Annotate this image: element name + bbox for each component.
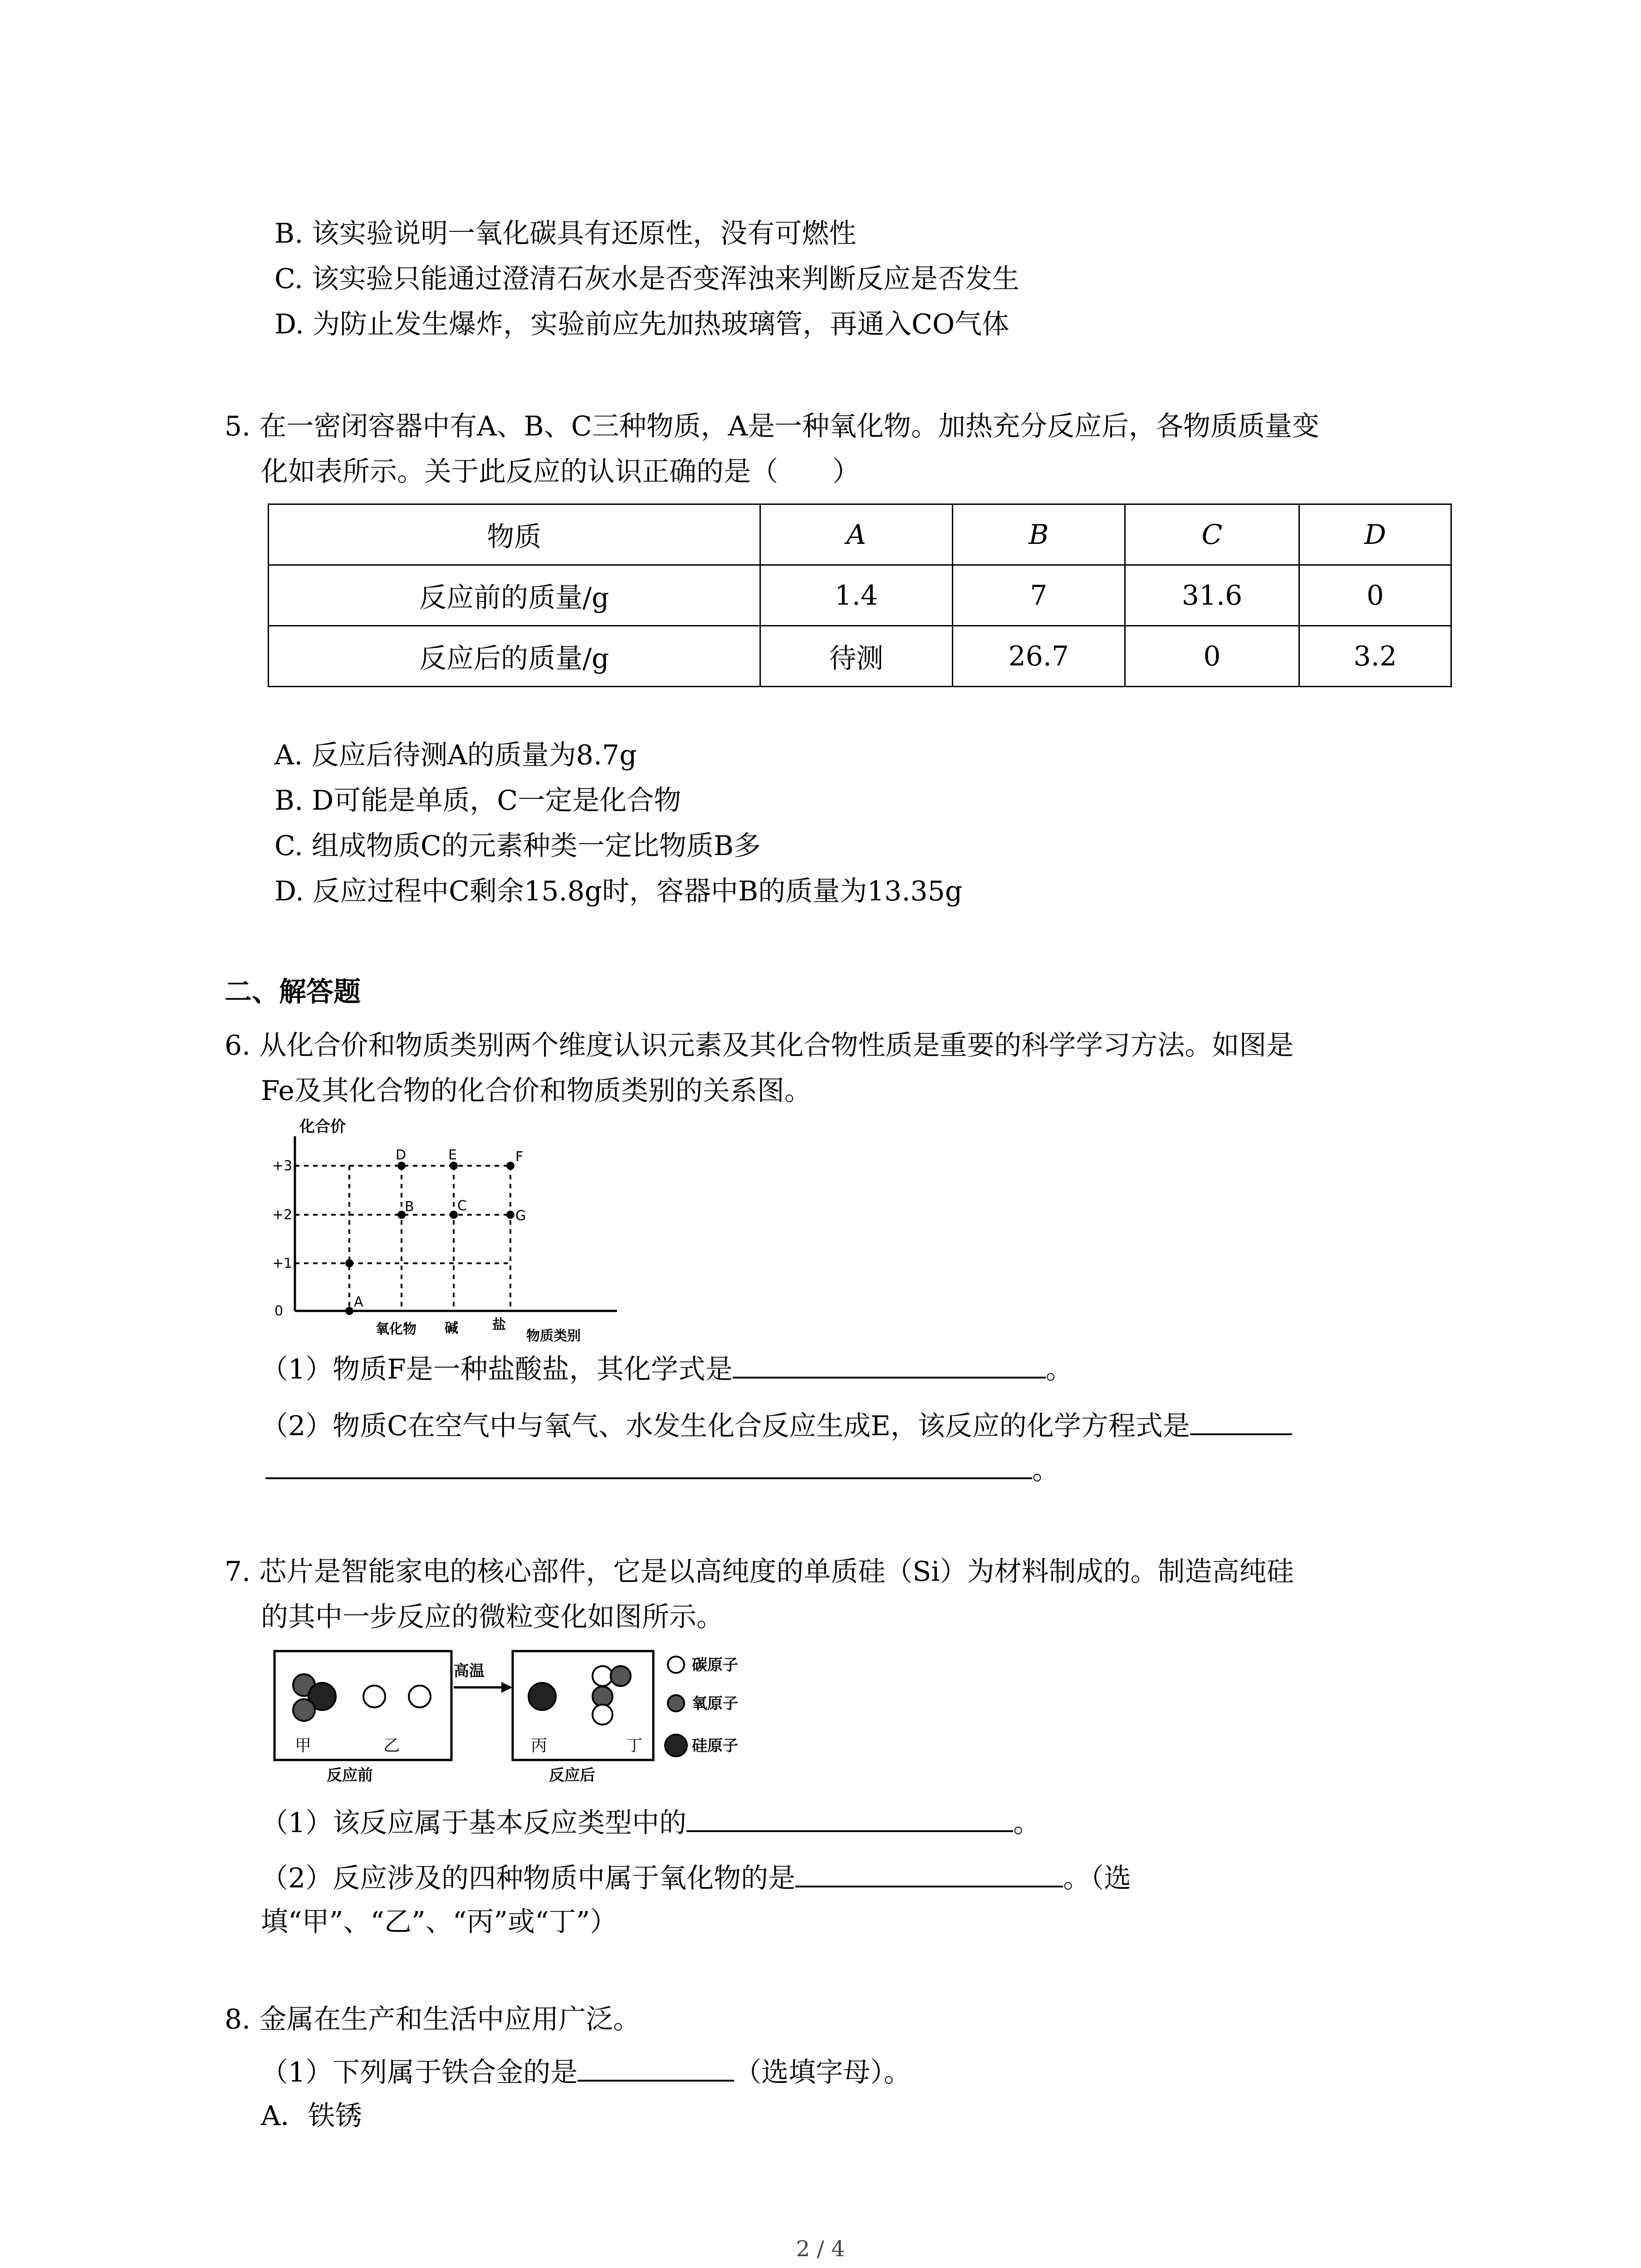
legend-label: 碳原子 [692, 1656, 738, 1674]
q8-sub1-end: （选填字母）。 [734, 2057, 911, 2088]
table-header-cell: D [1299, 504, 1451, 565]
x-tick-label: 盐 [492, 1317, 506, 1333]
q6-sub2-end: 。 [1032, 1454, 1059, 1486]
oxygen-atom [293, 1699, 315, 1721]
q6-sub1 [261, 1349, 1073, 1388]
y-axis-label: 化合价 [299, 1118, 346, 1136]
q7-sub2-cont: 填“甲”、“乙”、“丙”或“丁”） [261, 1906, 617, 1938]
table-header-cell: 物质 [269, 504, 760, 565]
carbon-atom [593, 1666, 612, 1686]
section-heading: 二、解答题 [225, 976, 361, 1008]
table-cell: 26.7 [953, 626, 1125, 687]
y-tick-label: +2 [272, 1207, 293, 1223]
point-a [345, 1307, 353, 1315]
q6-sub1-end: 。 [1045, 1354, 1073, 1385]
q7-sub2-text: （2）反应涉及的四种物质中属于氧化物的是 [261, 1862, 796, 1894]
y-tick-label: +3 [272, 1158, 293, 1174]
table-header-row [269, 504, 1451, 565]
q4-option-c: C. 该实验只能通过澄清石灰水是否变浑浊来判断反应是否发生 [274, 263, 1019, 295]
arrow-label: 高温 [454, 1662, 485, 1680]
q7-sub2 [261, 1857, 1131, 1897]
carbon-atom [409, 1686, 431, 1707]
q6-sub2-text: （2）物质C在空气中与氧气、水发生化合反应生成E，该反应的化学方程式是 [261, 1410, 1190, 1442]
q6-stem-line2: Fe及其化合物的化合价和物质类别的关系图。 [261, 1075, 812, 1107]
q7-sub1-text: （1）该反应属于基本反应类型中的 [261, 1807, 687, 1839]
y-tick-label: 0 [274, 1303, 284, 1319]
point-label: E [448, 1147, 457, 1163]
chart-points [345, 1162, 514, 1315]
oxygen-atom [593, 1686, 612, 1706]
table-cell: 待测 [760, 626, 953, 687]
q5-stem-line2: 化如表所示。关于此反应的认识正确的是（ ） [261, 456, 860, 488]
label-bing: 丙 [531, 1736, 548, 1755]
legend-carbon-icon [668, 1657, 684, 1673]
q6-sub2-cont [265, 1449, 1059, 1489]
x-tick-label: 碱 [445, 1320, 458, 1336]
label-ding: 丁 [626, 1736, 643, 1755]
q7-stem-line1: 7. 芯片是智能家电的核心部件，它是以高纯度的单质硅（Si）为材料制成的。制造高纯硅 [225, 1556, 1294, 1588]
silicon-atom [529, 1683, 556, 1710]
point-c [450, 1211, 458, 1219]
label-jia: 甲 [295, 1736, 312, 1755]
table-cell: 1.4 [760, 565, 953, 626]
table-cell: 反应后的质量/g [269, 626, 760, 687]
answer-blank[interactable] [733, 1349, 1046, 1378]
table-cell: 反应前的质量/g [269, 565, 760, 626]
q6-sub1-text: （1）物质F是一种盐酸盐，其化学式是 [261, 1354, 733, 1385]
before-caption: 反应前 [327, 1766, 373, 1784]
legend-label: 氧原子 [692, 1695, 738, 1713]
table-header-cell: C [1125, 504, 1299, 565]
legend-oxygen-icon [668, 1695, 684, 1711]
q5-stem-line1: 5. 在一密闭容器中有A、B、C三种物质，A是一种氧化物。加热充分反应后，各物质质量变 [225, 411, 1319, 442]
reaction-particle-diagram [268, 1642, 821, 1787]
table-cell: 0 [1125, 626, 1299, 687]
q7-sub1 [261, 1802, 1040, 1842]
q8-sub1-text: （1）下列属于铁合金的是 [261, 2057, 578, 2088]
carbon-atom [363, 1686, 385, 1707]
answer-blank[interactable] [1190, 1405, 1292, 1435]
q4-option-d: D. 为防止发生爆炸，实验前应先加热玻璃管，再通入CO气体 [274, 308, 1009, 340]
q5-option-a: A. 反应后待测A的质量为8.7g [274, 739, 637, 771]
arrow-head [501, 1682, 513, 1693]
point-label: D [396, 1147, 407, 1163]
point-f [506, 1162, 514, 1170]
x-axis-label: 物质类别 [526, 1328, 581, 1344]
oxygen-atom [611, 1666, 631, 1686]
x-tick-label: 氧化物 [376, 1321, 416, 1337]
q5-option-b: B. D可能是单质，C一定是化合物 [274, 785, 681, 816]
table-cell: 7 [953, 565, 1125, 626]
q7-sub2-end: 。（选 [1063, 1862, 1132, 1894]
label-yi: 乙 [383, 1736, 400, 1755]
answer-blank[interactable] [265, 1449, 1032, 1479]
q5-mass-table [268, 503, 1452, 687]
answer-blank[interactable] [795, 1857, 1063, 1887]
y-tick-label: +1 [272, 1256, 293, 1271]
answer-blank[interactable] [578, 2052, 734, 2082]
legend-label: 硅原子 [692, 1737, 738, 1755]
point-plus1 [345, 1259, 353, 1267]
point-label: B [405, 1199, 414, 1215]
table-header-cell: A [760, 504, 953, 565]
q4-option-b: B. 该实验说明一氧化碳具有还原性，没有可燃性 [274, 218, 857, 249]
page-number: 2 / 4 [796, 2236, 845, 2262]
q8-sub1 [261, 2052, 911, 2092]
point-g [506, 1211, 514, 1219]
point-label: A [354, 1294, 363, 1310]
table-cell: 3.2 [1299, 626, 1451, 687]
q6-sub2 [261, 1405, 1292, 1445]
answer-blank[interactable] [686, 1802, 1013, 1832]
point-label: C [457, 1198, 467, 1214]
valence-category-chart [263, 1116, 635, 1356]
q7-stem-line2: 的其中一步反应的微粒变化如图所示。 [261, 1601, 724, 1633]
carbon-atom [593, 1705, 612, 1725]
table-row [269, 626, 1451, 687]
point-label: G [515, 1208, 526, 1224]
point-label: F [515, 1149, 524, 1165]
q7-sub1-end: 。 [1013, 1807, 1041, 1839]
q5-option-d: D. 反应过程中C剩余15.8g时，容器中B的质量为13.35g [274, 875, 963, 907]
grid-lines [295, 1166, 510, 1311]
after-caption: 反应后 [549, 1766, 595, 1784]
table-header-cell: B [953, 504, 1125, 565]
q6-stem-line1: 6. 从化合价和物质类别两个维度认识元素及其化合物性质是重要的科学学习方法。如图是 [225, 1030, 1294, 1061]
q8-stem: 8. 金属在生产和生活中应用广泛。 [225, 2004, 641, 2035]
legend-silicon-icon [665, 1735, 687, 1756]
table-row [269, 565, 1451, 626]
table-cell: 0 [1299, 565, 1451, 626]
table-cell: 31.6 [1125, 565, 1299, 626]
q5-option-c: C. 组成物质C的元素种类一定比物质B多 [274, 830, 761, 862]
q8-option-a: A．铁锈 [261, 2100, 362, 2132]
